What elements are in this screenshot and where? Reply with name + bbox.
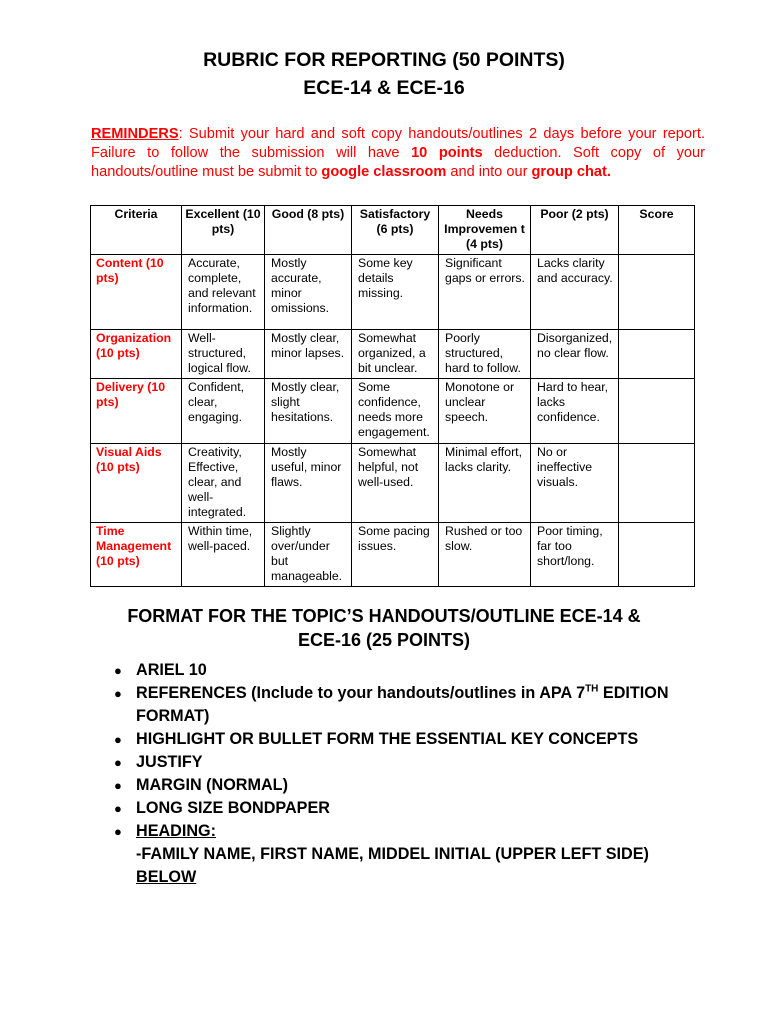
- score-cell: [619, 523, 695, 587]
- bullet-icon: ●: [114, 663, 122, 678]
- table-cell: Within time, well-paced.: [182, 523, 265, 587]
- reminders-google-classroom: google classroom: [321, 164, 447, 180]
- bullet-icon: ●: [114, 778, 122, 793]
- column-header: Score: [619, 206, 695, 255]
- column-header: Criteria: [91, 206, 182, 255]
- bullet-icon: ●: [114, 824, 122, 839]
- table-cell: No or ineffective visuals.: [531, 444, 619, 523]
- document-subtitle: ECE-14 & ECE-16: [303, 77, 465, 99]
- table-cell: Creativity, Effective, clear, and well-integrated.: [182, 444, 265, 523]
- table-row: [91, 379, 695, 444]
- reminders-paragraph: [91, 125, 705, 182]
- table-cell: Disorganized, no clear flow.: [531, 330, 619, 379]
- table-cell: Hard to hear, lacks confidence.: [531, 379, 619, 444]
- table-cell: Somewhat organized, a bit unclear.: [352, 330, 439, 379]
- table-row: [91, 523, 695, 587]
- table-cell: Poor timing, far too short/long.: [531, 523, 619, 587]
- criteria-cell: Organization (10 pts): [91, 330, 182, 379]
- list-item-text: ARIEL 10: [136, 661, 207, 679]
- column-header: Poor (2 pts): [531, 206, 619, 255]
- score-cell: [619, 444, 695, 523]
- criteria-cell: Time Management (10 pts): [91, 523, 182, 587]
- list-item-text: JUSTIFY: [136, 753, 203, 771]
- reminders-text-3: and into our: [446, 164, 532, 180]
- column-header: Excellent (10 pts): [182, 206, 265, 255]
- list-item-text: REFERENCES (Include to your handouts/outlines in APA 7: [136, 684, 586, 702]
- list-item-text: EDITION FORMAT): [136, 684, 669, 725]
- table-cell: Somewhat helpful, not well-used.: [352, 444, 439, 523]
- bullet-icon: ●: [114, 801, 122, 816]
- column-header: Needs Improvemen t (4 pts): [439, 206, 531, 255]
- score-cell: [619, 330, 695, 379]
- list-item: [116, 797, 676, 820]
- list-item-text: HIGHLIGHT OR BULLET FORM THE ESSENTIAL KEY CONCEPTS: [136, 730, 639, 748]
- table-row: [91, 444, 695, 523]
- table-cell: Confident, clear, engaging.: [182, 379, 265, 444]
- table-cell: Poorly structured, hard to follow.: [439, 330, 531, 379]
- column-header: Good (8 pts): [265, 206, 352, 255]
- table-cell: Rushed or too slow.: [439, 523, 531, 587]
- heading-label: HEADING:: [136, 822, 217, 840]
- reminders-group-chat: group chat.: [531, 164, 611, 180]
- table-cell: Significant gaps or errors.: [439, 255, 531, 330]
- list-item: [116, 728, 676, 751]
- table-cell: Lacks clarity and accuracy.: [531, 255, 619, 330]
- list-item-text: MARGIN (NORMAL): [136, 776, 288, 794]
- list-item: [116, 820, 676, 889]
- criteria-cell: Visual Aids (10 pts): [91, 444, 182, 523]
- score-cell: [619, 255, 695, 330]
- table-cell: Mostly clear, slight hesitations.: [265, 379, 352, 444]
- table-header-row: [91, 206, 695, 255]
- list-item: [116, 751, 676, 774]
- format-list: [116, 659, 676, 889]
- below-label: BELOW: [136, 868, 197, 886]
- rubric-table: [90, 205, 695, 587]
- table-cell: Slightly over/under but manageable.: [265, 523, 352, 587]
- heading-instruction: -FAMILY NAME, FIRST NAME, MIDDEL INITIAL (UPPER LEFT SIDE): [136, 845, 649, 863]
- list-item: [116, 682, 676, 728]
- table-cell: Some key details missing.: [352, 255, 439, 330]
- list-item-text: LONG SIZE BONDPAPER: [136, 799, 330, 817]
- reminders-text-1: Submit your hard and soft copy handouts/outlines 2 days before your report. Failure to follow the submission will have: [91, 126, 705, 161]
- table-cell: Some confidence, needs more engagement.: [352, 379, 439, 444]
- bullet-icon: ●: [114, 755, 122, 770]
- bullet-icon: ●: [114, 686, 122, 701]
- score-cell: [619, 379, 695, 444]
- document-title: RUBRIC FOR REPORTING (50 POINTS): [203, 49, 565, 71]
- table-row: [91, 255, 695, 330]
- table-cell: Well-structured, logical flow.: [182, 330, 265, 379]
- bullet-icon: ●: [114, 732, 122, 747]
- superscript-th: TH: [585, 683, 599, 695]
- table-cell: Some pacing issues.: [352, 523, 439, 587]
- list-item: [116, 774, 676, 797]
- reminders-label: REMINDERS: [91, 126, 179, 142]
- table-cell: Accurate, complete, and relevant information.: [182, 255, 265, 330]
- reminders-deduction: 10 points: [411, 145, 483, 161]
- table-cell: Mostly accurate, minor omissions.: [265, 255, 352, 330]
- criteria-cell: Content (10 pts): [91, 255, 182, 330]
- column-header: Satisfactory (6 pts): [352, 206, 439, 255]
- reminders-text-2: deduction. Soft copy of your handouts/outline must be submit to: [91, 145, 705, 180]
- table-cell: Monotone or unclear speech.: [439, 379, 531, 444]
- format-subtitle: ECE-16 (25 POINTS): [297, 630, 471, 650]
- table-cell: Minimal effort, lacks clarity.: [439, 444, 531, 523]
- table-cell: Mostly clear, minor lapses.: [265, 330, 352, 379]
- reminders-colon: :: [178, 126, 183, 142]
- criteria-cell: Delivery (10 pts): [91, 379, 182, 444]
- table-row: [91, 330, 695, 379]
- list-item: [116, 659, 676, 682]
- format-title: FORMAT FOR THE TOPIC’S HANDOUTS/OUTLINE ECE-14 &: [127, 606, 641, 626]
- table-cell: Mostly useful, minor flaws.: [265, 444, 352, 523]
